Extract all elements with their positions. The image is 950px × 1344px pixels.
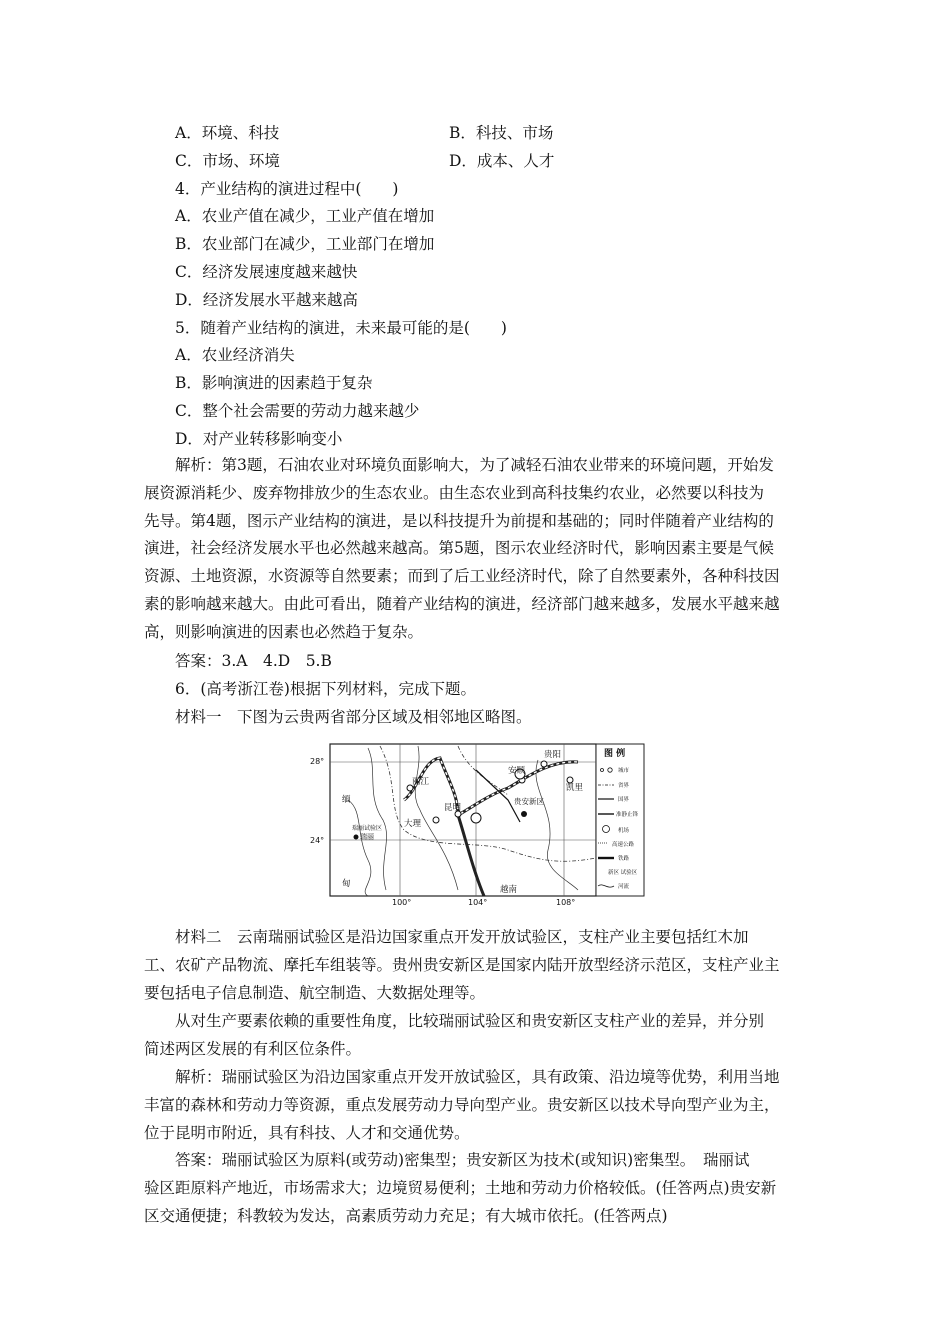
q5-option-a: A．农业经济消失 <box>175 346 295 364</box>
q4-option-a: A．农业产值在减少，工业产值在增加 <box>175 207 435 225</box>
place-kaili: 凯里 <box>566 783 584 793</box>
answer-2-line: 区交通便捷；科教较为发达，高素质劳动力充足；有大城市依托。(任答两点) <box>144 1206 668 1225</box>
material-2-line: 工、农矿产品物流、摩托车组装等。贵州贵安新区是国家内陆开放型经济示范区，支柱产业主 <box>144 955 780 974</box>
legend-item: 国界 <box>618 797 630 803</box>
analysis-1 <box>144 452 816 647</box>
place-vietnam: 越南 <box>500 885 518 895</box>
ruili-marker <box>354 835 359 840</box>
q3-option-c: C．市场、环境 <box>175 152 280 170</box>
analysis-2 <box>144 1064 816 1147</box>
q3-option-a: A．环境、科技 <box>175 124 280 142</box>
material-1: 材料一 下图为云贵两省部分区域及相邻地区略图。 <box>175 708 532 726</box>
place-guiyang: 贵阳 <box>544 750 562 760</box>
place-myanmar-1: 缅 <box>342 795 351 805</box>
legend-item: 铁路 <box>618 856 630 862</box>
analysis-1-line: 先导。第4题，图示产业结构的演进，是以科技提升为前提和基础的；同时伴随着产业结构的 <box>144 511 774 530</box>
analysis-1-line: 演进，社会经济发展水平也必然越来越高。第5题，图示农业经济时代，影响因素主要是气候 <box>144 539 774 558</box>
answer-2-line: 验区距原料产地近，市场需求大；边境贸易便利；土地和劳动力价格较低。(任答两点)贵安新 <box>144 1178 777 1197</box>
lat-label: 24° <box>310 836 325 845</box>
material-2-line: 材料二 云南瑞丽试验区是沿边国家重点开发开放试验区，支柱产业主要包括红木加 <box>175 928 749 946</box>
legend-item: 省界 <box>618 783 630 789</box>
material-2 <box>144 924 816 1007</box>
place-lijiang: 丽江 <box>412 777 430 787</box>
lon-label: 108° <box>556 898 576 907</box>
q6-stem: 6．(高考浙江卷)根据下列材料，完成下题。 <box>175 680 476 698</box>
lon-label: 100° <box>392 898 412 907</box>
answer-1: 答案：3.A 4.D 5.B <box>175 652 332 670</box>
answer-2-line: 答案：瑞丽试验区为原料(或劳动)密集型；贵安新区为技术(或知识)密集型。 瑞丽试 <box>175 1151 750 1169</box>
analysis-1-line: 资源、土地资源，水资源等自然要素；而到了后工业经济时代，除了自然要素外，各种科技因 <box>144 567 780 586</box>
analysis-1-line: 解析：第3题，石油农业对环境负面影响大，为了减轻石油农业带来的环境问题，开始发 <box>175 456 774 474</box>
place-ruili: 瑞丽 <box>360 833 374 841</box>
q4-option-c: C．经济发展速度越来越快 <box>175 263 358 281</box>
q5-option-b: B．影响演进的因素趋于复杂 <box>175 374 373 392</box>
analysis-1-line: 高，则影响演进的因素也必然趋于复杂。 <box>144 622 424 641</box>
legend-item: 河流 <box>618 884 630 890</box>
analysis-1-line: 素的影响越来越大。由此可看出，随着产业结构的演进，经济部门越来越多，发展水平越来越 <box>144 594 780 613</box>
place-anshun: 安顺 <box>508 766 526 776</box>
airport-icon <box>471 813 481 823</box>
question-6 <box>144 1008 816 1064</box>
q4-stem: 4．产业结构的演进过程中( ) <box>175 180 399 198</box>
place-myanmar-2: 甸 <box>342 879 351 889</box>
place-guian: 贵安新区 <box>514 797 544 806</box>
q3-option-d: D．成本、人才 <box>449 152 555 170</box>
analysis-2-line: 位于昆明市附近，具有科技、人才和交通优势。 <box>144 1123 470 1142</box>
map-frame <box>330 744 596 896</box>
yungui-map <box>308 740 646 908</box>
q3-option-b: B．科技、市场 <box>449 124 554 142</box>
material-2-line: 要包括电子信息制造、航空制造、大数据处理等。 <box>144 983 486 1002</box>
question-6-line: 从对生产要素依赖的重要性角度，比较瑞丽试验区和贵安新区支柱产业的差异，并分别 <box>175 1012 765 1030</box>
lon-label: 104° <box>468 898 488 907</box>
legend-item: 准静止锋 <box>616 812 639 818</box>
answer-2 <box>144 1147 816 1230</box>
legend-item: 新区 试验区 <box>608 870 638 876</box>
q5-option-d: D．对产业转移影响变小 <box>175 430 343 448</box>
legend-item: 机场 <box>618 828 630 834</box>
q5-stem: 5．随着产业结构的演进，未来最可能的是( ) <box>175 319 507 337</box>
place-dali: 大理 <box>404 819 422 829</box>
place-kunming: 昆明 <box>444 803 462 813</box>
place-ruili-zone: 瑞丽试验区 <box>352 825 383 832</box>
analysis-2-line: 丰富的森林和劳动力等资源，重点发展劳动力导向型产业。贵安新区以技术导向型产业为主， <box>144 1095 780 1114</box>
lat-label: 28° <box>310 757 325 766</box>
q5-option-c: C．整个社会需要的劳动力越来越少 <box>175 402 420 420</box>
legend-title: 图 例 <box>604 749 626 759</box>
guian-new-area-marker <box>521 811 527 817</box>
legend-item: 高速公路 <box>612 842 635 848</box>
analysis-1-line: 展资源消耗少、废弃物排放少的生态农业。由生态农业到高科技集约农业，必然要以科技为 <box>144 483 765 502</box>
legend-item: 城市 <box>618 768 630 774</box>
q4-option-b: B．农业部门在减少，工业部门在增加 <box>175 235 435 253</box>
analysis-2-line: 解析：瑞丽试验区为沿边国家重点开发开放试验区，具有政策、沿边境等优势，利用当地 <box>175 1068 780 1086</box>
question-6-line: 简述两区发展的有利区位条件。 <box>144 1039 362 1058</box>
q4-option-d: D．经济发展水平越来越高 <box>175 291 358 309</box>
